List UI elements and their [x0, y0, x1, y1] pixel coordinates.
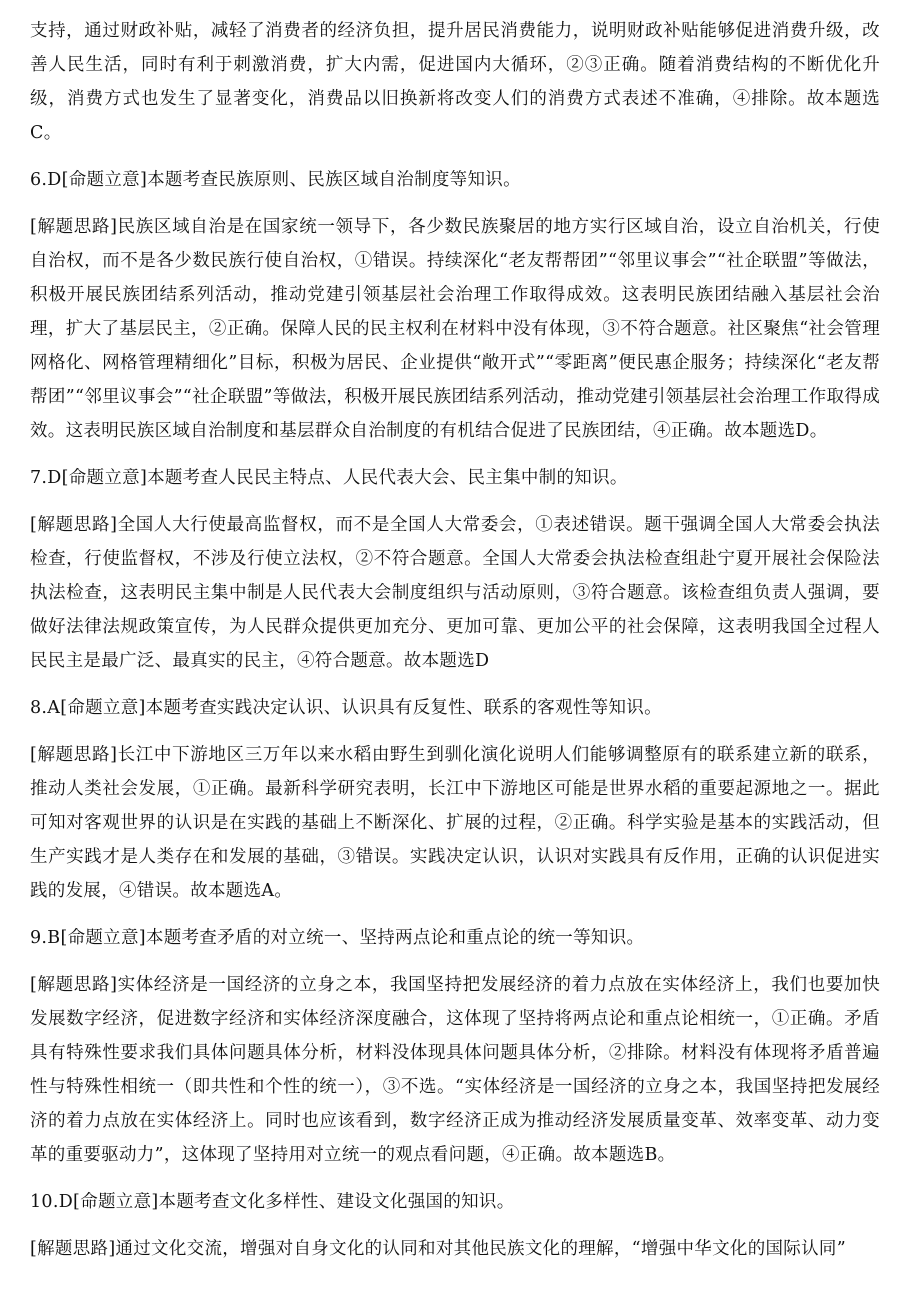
question-8-explanation: [解题思路]长江中下游地区三万年以来水稻由野生到驯化演化说明人们能够调整原有的联系建立新的联系，推动人类社会发展，①正确。最新科学研究表明，长江中下游地区可能是世界水稻的重要起源地之一。据此可知对客观世界的认识是在实践的基础上不断深化、扩展的过程，②正确。科学实验是基本的实践活动，但生产实践才是人类存在和发展的基础，③错误。实践决定认识，认识对实践具有反作用，正确的认识促进实践的发展，④错误。故本题选A。 — [30, 745, 880, 901]
answer-explanation-page — [30, 0, 880, 1266]
question-10-heading: 10.D[命题立意]本题考查文化多样性、建设文化强国的知识。 — [30, 1192, 515, 1212]
question-9-heading: 9.B[命题立意]本题考查矛盾的对立统一、坚持两点论和重点论的统一等知识。 — [30, 928, 645, 948]
question-7-heading: 7.D[命题立意]本题考查人民民主特点、人民代表大会、民主集中制的知识。 — [30, 468, 628, 488]
question-9-explanation: [解题思路]实体经济是一国经济的立身之本，我国坚持把发展经济的着力点放在实体经济上，我们也要加快发展数字经济，促进数字经济和实体经济深度融合，这体现了坚持将两点论和重点论相统一，①正确。矛盾具有特殊性要求我们具体问题具体分析，材料没体现具体问题具体分析，②排除。材料没有体现将矛盾普遍性与特殊性相统一（即共性和个性的统一），③不选。“实体经济是一国经济的立身之本，我国坚持把发展经济的着力点放在实体经济上。同时也应该看到，数字经济正成为推动经济发展质量变革、效率变革、动力变革的重要驱动力”，这体现了坚持用对立统一的观点看问题，④正确。故本题选B。 — [30, 975, 880, 1165]
question-6-explanation: [解题思路]民族区域自治是在国家统一领导下，各少数民族聚居的地方实行区域自治，设立自治机关，行使自治权，而不是各少数民族行使自治权，①错误。持续深化“老友帮帮团”“邻里议事会”“社企联盟”等做法，积极开展民族团结系列活动，推动党建引领基层社会治理工作取得成效。这表明民族团结融入基层社会治理，扩大了基层民主，②正确。保障人民的民主权利在材料中没有体现，③不符合题意。社区聚焦“社会管理网格化、网格管理精细化”目标，积极为居民、企业提供“敞开式”“零距离”便民惠企服务；持续深化“老友帮帮团”“邻里议事会”“社企联盟”等做法，积极开展民族团结系列活动，推动党建引领基层社会治理工作取得成效。这表明民族区域自治制度和基层群众自治制度的有机结合促进了民族团结，④正确。故本题选D。 — [30, 217, 880, 441]
question-7-explanation: [解题思路]全国人大行使最高监督权，而不是全国人大常委会，①表述错误。题干强调全国人大常委会执法检查，行使监督权，不涉及行使立法权，②不符合题意。全国人大常委会执法检查组赴宁夏开展社会保险法执法检查，这表明民主集中制是人民代表大会制度组织与活动原则，③符合题意。该检查组负责人强调，要做好法律法规政策宣传，为人民群众提供更加充分、更加可靠、更加公平的社会保障，这表明我国全过程人民民主是最广泛、最真实的民主，④符合题意。故本题选D — [30, 515, 880, 671]
question-6-heading: 6.D[命题立意]本题考查民族原则、民族区域自治制度等知识。 — [30, 170, 521, 190]
paragraph-5-continuation: 支持，通过财政补贴，减轻了消费者的经济负担，提升居民消费能力，说明财政补贴能够促进消费升级，改善人民生活，同时有利于刺激消费，扩大内需，促进国内大循环，②③正确。随着消费结构的不断优化升级，消费方式也发生了显著变化，消费品以旧换新将改变人们的消费方式表述不准确，④排除。故本题选C。 — [30, 21, 880, 143]
question-10-explanation: [解题思路]通过文化交流，增强对自身文化的认同和对其他民族文化的理解，“增强中华文化的国际认同” — [30, 1239, 846, 1259]
question-8-heading: 8.A[命题立意]本题考查实践决定认识、认识具有反复性、联系的客观性等知识。 — [30, 698, 662, 718]
